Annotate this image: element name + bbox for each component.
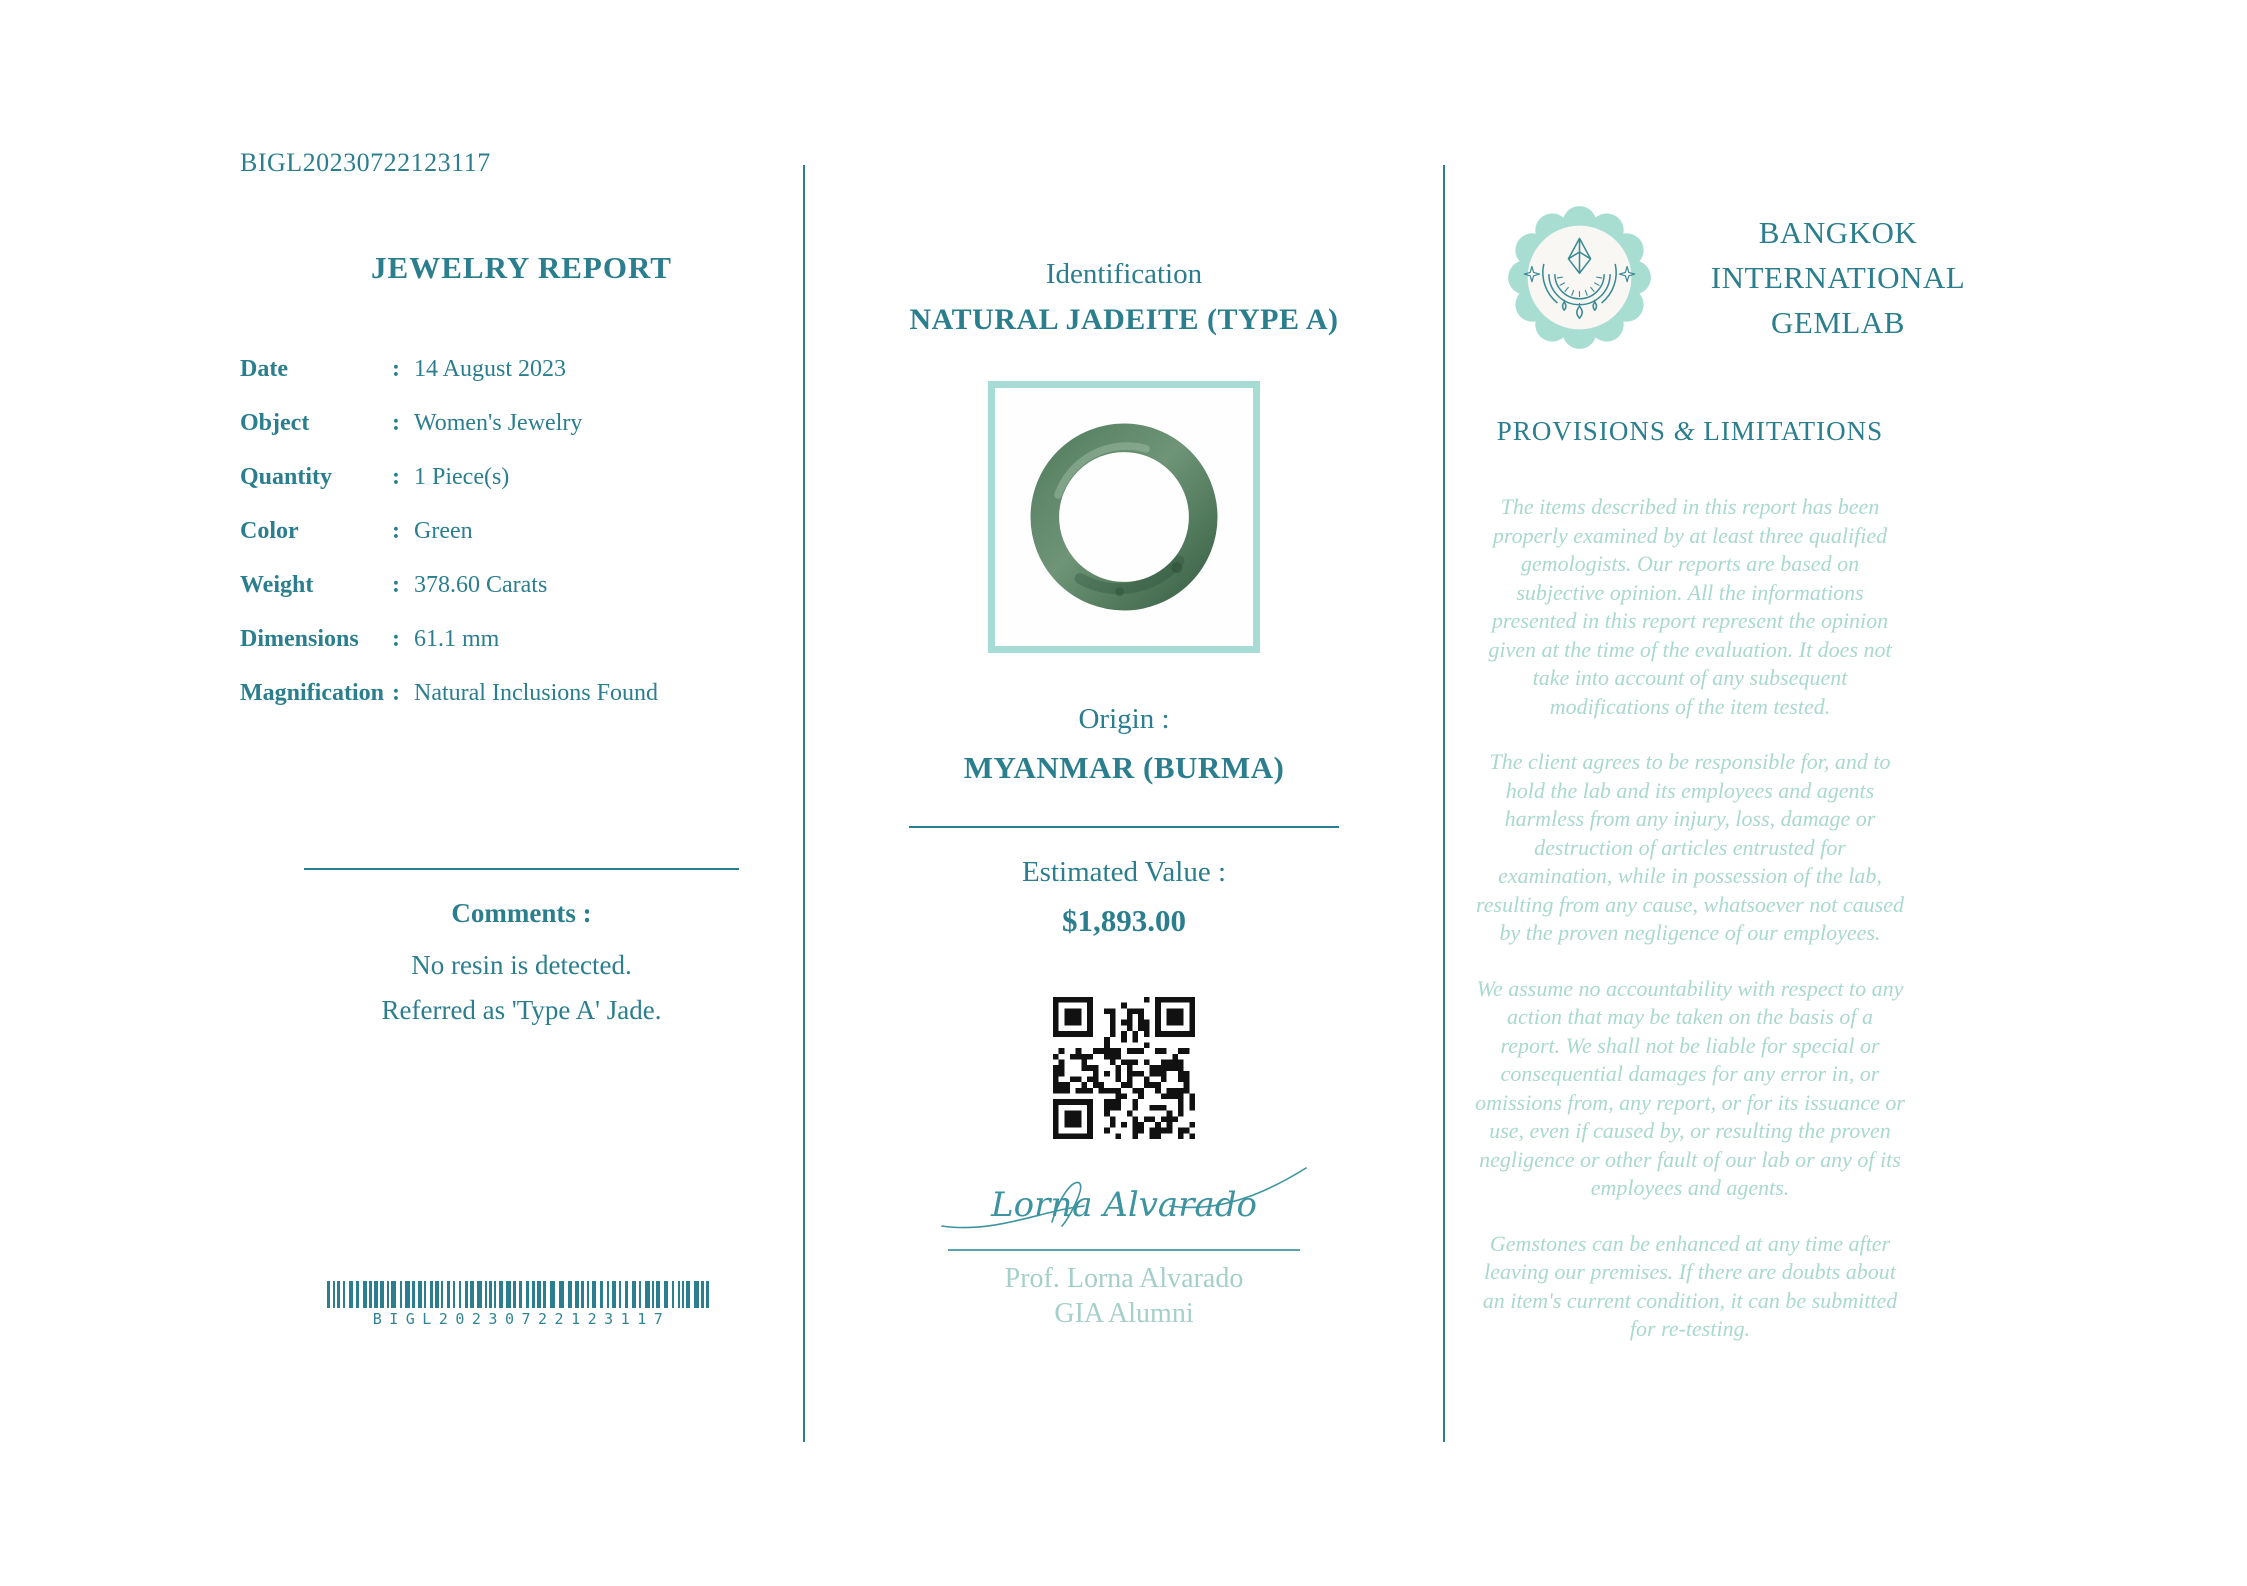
field-value: 378.60 Carats <box>414 572 548 598</box>
field-value: 1 Piece(s) <box>414 464 510 490</box>
value-divider <box>909 826 1339 828</box>
estimated-value-heading: Estimated Value : <box>1021 856 1227 888</box>
table-row <box>240 464 803 518</box>
signature-underline <box>948 1249 1300 1251</box>
comments-heading: Comments : <box>451 898 592 928</box>
field-value: 14 August 2023 <box>414 356 567 382</box>
field-colon: : <box>392 356 400 382</box>
signature-name: Lorna Alvarado <box>991 1185 1257 1225</box>
comment-line: Referred as 'Type A' Jade. <box>381 995 662 1025</box>
jade-photo-frame <box>988 381 1260 653</box>
report-details-column <box>240 165 803 1328</box>
barcode-block <box>240 1281 803 1328</box>
table-row <box>240 572 803 626</box>
origin-heading: Origin : <box>1078 703 1170 735</box>
provisions-heading-word: PROVISIONS <box>1496 416 1666 446</box>
lab-name <box>1678 210 1998 345</box>
field-colon: : <box>392 572 400 598</box>
comments-text <box>240 943 803 1033</box>
field-value: 61.1 mm <box>414 626 500 652</box>
field-label: Dimensions <box>240 626 359 652</box>
lab-name-line: INTERNATIONAL <box>1710 260 1966 295</box>
estimated-value: $1,893.00 <box>1062 903 1186 938</box>
field-label: Color <box>240 518 299 544</box>
page-title: JEWELRY REPORT <box>371 250 672 285</box>
field-label: Object <box>240 410 310 436</box>
field-label: Quantity <box>240 464 333 490</box>
field-label: Magnification <box>240 680 384 706</box>
lab-logo-badge-icon <box>1503 201 1656 354</box>
qr-code-icon <box>1053 997 1195 1139</box>
lab-name-line: GEMLAB <box>1771 305 1905 340</box>
field-value: Green <box>414 518 473 544</box>
signature-block <box>805 1160 1443 1331</box>
field-colon: : <box>392 518 400 544</box>
signature <box>934 1160 1314 1244</box>
field-value: Women's Jewelry <box>414 410 583 436</box>
jade-bangle-photo <box>1014 407 1234 627</box>
report-fields <box>240 356 803 734</box>
origin-value: MYANMAR (BURMA) <box>963 750 1285 785</box>
signatory-name: Prof. Lorna Alvarado <box>1004 1263 1244 1294</box>
identification-heading: Identification <box>1045 258 1203 290</box>
table-row <box>240 410 803 464</box>
table-row <box>240 356 803 410</box>
field-value: Natural Inclusions Found <box>414 680 658 706</box>
provision-paragraph: The client agrees to be responsible for, and to hold the lab and its employees and agents harmless from any injury, loss, damage or destruction of articles entrusted for examination, while in possession of the lab, resulting from any cause, whatsoever not caused by the proven negligence of our employees. <box>1476 749 1904 945</box>
barcode-icon <box>327 1281 717 1308</box>
table-row <box>240 518 803 572</box>
field-label: Date <box>240 356 288 382</box>
table-row <box>240 680 803 734</box>
barcode-label: BIGL20230722123117 <box>372 1310 671 1328</box>
provisions-heading-ampersand: & <box>1673 416 1696 446</box>
comments-divider <box>304 868 739 870</box>
field-colon: : <box>392 626 400 652</box>
signatory-title: GIA Alumni <box>1054 1298 1194 1329</box>
lab-column <box>1445 165 2010 1371</box>
lab-header <box>1503 201 2010 354</box>
comment-line: No resin is detected. <box>411 950 632 980</box>
provision-paragraph: We assume no accountability with respect to any action that may be taken on the basis of a report. We shall not be liable for special or consequential damages for any error in, or omissions from, any report, or for its issuance or use, even if caused by, or resulting the proven negligence or other fault of our lab or any of its employees and agents. <box>1475 975 1905 1200</box>
report-number: BIGL20230722123117 <box>240 148 491 177</box>
provision-paragraph: The items described in this report has been properly examined by at least three qualified gemologists. Our reports are based on subjective opinion. All the informations presented in this report represent the opinion given at the time of the evaluation. It does not take into account of any subsequent modifications of the item tested. <box>1488 494 1892 719</box>
table-row <box>240 626 803 680</box>
field-label: Weight <box>240 572 314 598</box>
identification-result: NATURAL JADEITE (TYPE A) <box>909 303 1339 336</box>
qr-block <box>805 997 1443 1144</box>
field-colon: : <box>392 464 400 490</box>
identification-column <box>805 165 1443 1331</box>
provision-paragraph: Gemstones can be enhanced at any time after leaving our premises. If there are doubts about an item's current condition, it can be submitted for re-testing. <box>1482 1230 1898 1341</box>
field-colon: : <box>392 410 400 436</box>
provisions-heading <box>1475 416 1905 447</box>
lab-name-line: BANGKOK <box>1758 215 1918 250</box>
provisions-text <box>1475 493 1905 1344</box>
provisions-heading-word: LIMITATIONS <box>1703 416 1884 446</box>
field-colon: : <box>392 680 400 706</box>
